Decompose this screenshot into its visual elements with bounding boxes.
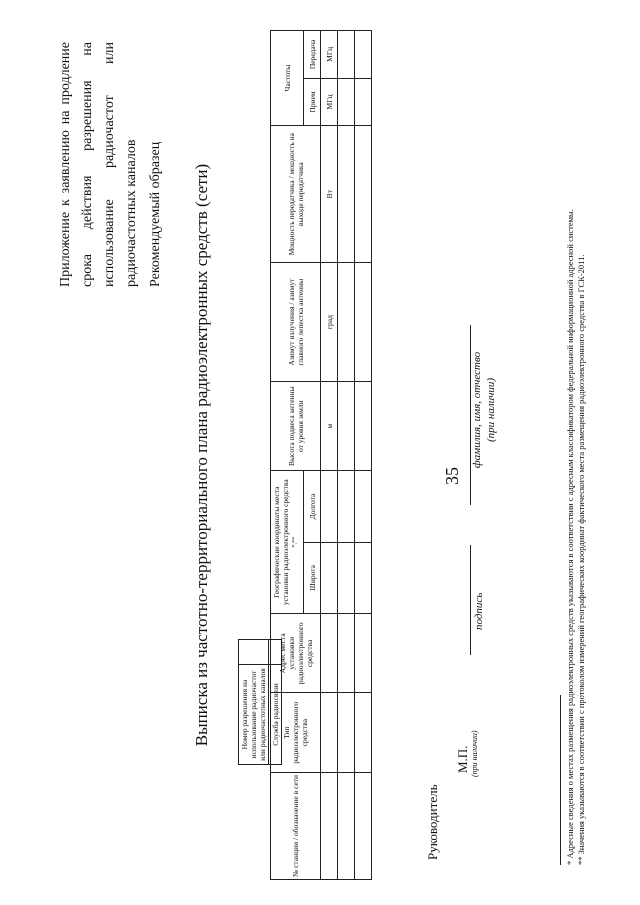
frequency-plan-table [270, 30, 372, 880]
header-coordinates [271, 471, 304, 614]
unit-height: м [321, 382, 338, 471]
table-row [355, 31, 372, 880]
unit-azimuth: град [321, 263, 338, 382]
footnotes [565, 45, 587, 865]
table-cell [321, 471, 338, 542]
table-row [338, 31, 355, 880]
table-cell [355, 382, 372, 471]
table-cell [355, 78, 372, 126]
header-azimuth: Азимут излучения / азимут главного лепестка антенны [271, 263, 321, 382]
footnote-1: * Адресные сведения о местах размещения радиоэлектронных средств указываются в соответствии с адресным классификатором федеральной информационной адресной системы. [565, 209, 575, 865]
header-station: № станции / обозначение в сети [271, 772, 321, 879]
header-coordinates-text: Географические координаты места установки радиоэлектронного средства [272, 479, 291, 606]
table-cell [321, 693, 338, 772]
table-cell [355, 614, 372, 693]
table-cell [338, 772, 355, 879]
table-cell [355, 263, 372, 382]
table-cell [355, 126, 372, 263]
unit-transmit: МГц [321, 31, 338, 79]
seal-label: М.П. [455, 745, 470, 773]
header-frequencies: Частоты [271, 31, 304, 126]
radio-service-label: Служба радиосвязи [269, 665, 282, 765]
header-coordinates-marks: *,** [291, 536, 299, 548]
name-caption [470, 335, 498, 485]
units-row [321, 31, 338, 880]
footnote-separator [560, 695, 561, 865]
name-caption-text: фамилия, имя, отчество [471, 351, 483, 469]
table-cell [355, 772, 372, 879]
seal-note: (при наличии) [470, 730, 479, 777]
header-transmit: Передача [304, 31, 321, 79]
table-cell [338, 31, 355, 79]
header-longitude: Долгота [304, 471, 321, 542]
header-type: Тип радиоэлектронного средства [271, 693, 321, 772]
recommended-sample-label: Рекомендуемый образец [148, 141, 163, 287]
signature-line [470, 545, 471, 655]
table-cell [338, 78, 355, 126]
table-cell [338, 614, 355, 693]
table-cell [355, 542, 372, 613]
signature-caption: подпись [473, 592, 485, 630]
table-cell [338, 471, 355, 542]
header-latitude: Широта [304, 542, 321, 613]
table-cell [355, 31, 372, 79]
header-address: Адрес места установки радиоэлектронного средства [271, 614, 321, 693]
permit-number-cell [239, 640, 269, 665]
header-receive: Прием [304, 78, 321, 126]
document-title: Выписка из частотно-территориального плана радиоэлектронных средств (сети) [192, 163, 211, 747]
header-power: Мощность передатчика / мощность на выходе передатчика [271, 126, 321, 263]
table-cell [338, 382, 355, 471]
permit-number-label: Номер разрешения на использование радиочастот или радиочастотных каналов [239, 665, 269, 765]
unit-receive: МГц [321, 78, 338, 126]
table-cell [321, 542, 338, 613]
table-cell [355, 693, 372, 772]
table-cell [338, 542, 355, 613]
signatory-label: Руководитель [425, 784, 440, 860]
header-antenna-height: Высота подвеса антенны от уровня земли [271, 382, 321, 471]
table-cell [321, 614, 338, 693]
page-number: 35 [442, 467, 462, 485]
footnote-2: ** Значения указываются в соответствии с протоколом измерений географических координат фактического места размещения радиоэлектронного средства в ГСК-2011. [576, 254, 586, 865]
table-cell [338, 126, 355, 263]
table-cell [338, 263, 355, 382]
unit-power: Вт [321, 126, 338, 263]
name-caption-note: (при наличии) [485, 377, 497, 443]
table-cell [338, 693, 355, 772]
table-cell [355, 471, 372, 542]
table-cell [321, 772, 338, 879]
appendix-caption: Приложение к заявлению на продление срока действия разрешения на использование радиочастот или радиочастотных каналов [58, 42, 139, 287]
